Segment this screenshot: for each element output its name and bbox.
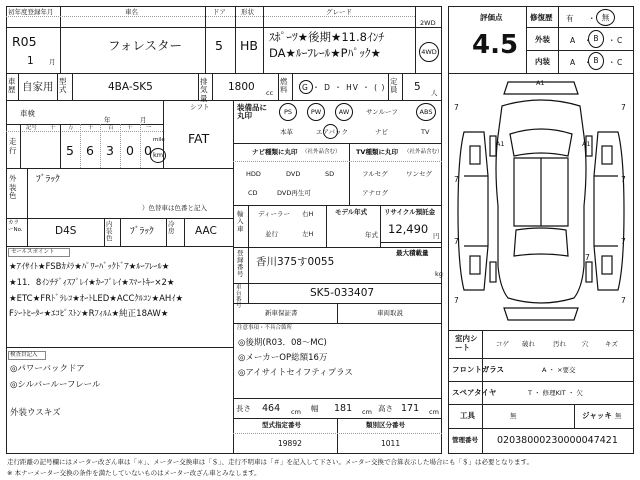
import-left-hand: 左H (302, 230, 314, 238)
repair-opt-dot: ・ (588, 14, 596, 23)
seat-stain: 汚れ (553, 340, 566, 348)
color-no-value: D4S (55, 225, 77, 237)
type-value: 4BA-SK5 (108, 81, 153, 93)
sales-points-label: セールスポイント (11, 249, 55, 255)
score-label: 評価点 (480, 13, 503, 22)
import-right-hand: 右H (302, 210, 314, 218)
notes-line-1: ◎後期(R03．08～MC) (238, 338, 327, 348)
interior-color-label: 内装色 (106, 220, 113, 243)
sales-line-3: ★ETC★FRﾄﾞﾗﾚｺ★ｵｰﾄLED★ACCｸﾙｺﾝ★AHｲ★ (9, 294, 184, 304)
ac-label: 冷房 (168, 220, 175, 236)
reg-era: R05 (12, 34, 37, 49)
management-number-value: 02038000230000047421 (497, 435, 618, 446)
equip-abs-circle: ABS (416, 103, 436, 121)
equip-navi: ナビ (375, 128, 388, 136)
equip-tv: TV (421, 128, 430, 136)
car-check-year-label: 年 (104, 116, 111, 124)
drive-2wd-label: 2WD (420, 19, 436, 27)
int-grade-dot2: ・ (608, 58, 616, 67)
tools-label: 工具 (460, 411, 475, 420)
repair-opt-yes: 有 (566, 14, 574, 23)
navi-sd: SD (325, 170, 335, 178)
chassis-label: 車台番号 (236, 285, 242, 310)
drive-4wd-circle: 4WD (419, 42, 439, 62)
damage-mark-7-5: 7 (454, 237, 459, 246)
navi-label: ナビ種類に丸印 (252, 148, 298, 156)
displacement-unit: cc (266, 89, 274, 97)
footer-note-1: 走行距離の記号欄にはメーター改ざん車は「＊」、メーター交換車は「＄」、走行不明車は「＃」を記入して下さい。メーター交換で合算表示した場合にも「＄」は必要となります。 (7, 458, 533, 466)
ext-grade-dot1: ・ (584, 36, 592, 45)
equip-pw-circle: PW (307, 103, 325, 121)
ac-value: AAC (195, 225, 217, 237)
car-name-label: 車名 (125, 8, 138, 16)
unit-km-circle: km (150, 148, 166, 163)
shift-value: FAT (188, 131, 210, 146)
navi-sub: （社外品含む） (302, 149, 341, 155)
shape-label: 形状 (241, 8, 254, 16)
height-unit: cm (429, 408, 439, 416)
footer-note-2: ※ 本ナーメーター交換の条件を満たしていないものはメーター改ざん車とみなします。 (7, 469, 261, 477)
mileage-digit-3: 3 (106, 143, 114, 158)
tv-label: TV種類に丸印 (356, 148, 398, 156)
tools-value: 無 (510, 412, 517, 420)
model-number-value: 19892 (278, 439, 302, 448)
height-value: 171 (401, 403, 420, 414)
recycle-unit: 円 (433, 232, 440, 240)
new-warranty: 新車保証書 (265, 309, 298, 317)
interior-color-value: ﾌﾞﾗｯｸ (130, 226, 154, 237)
car-check-label: 車検 (20, 109, 35, 118)
model-number-label: 型式指定番号 (262, 421, 301, 429)
car-name: フォレスター (108, 38, 183, 53)
unit-mile: mile (153, 137, 165, 143)
travel-label: 走行 (9, 137, 17, 155)
width-value: 181 (334, 403, 353, 414)
model-year-unit: 年式 (365, 231, 378, 239)
seat-scratch: キズ (605, 340, 618, 348)
ext-grade-b-circle: B (588, 30, 604, 48)
place-label-0: 十 (50, 125, 56, 131)
displacement-value: 1800 (228, 81, 255, 93)
score-value: 4.5 (472, 30, 519, 60)
usage-label: 車歴 (8, 77, 16, 95)
type-label: 型式 (59, 77, 67, 95)
grade-label: グレード (326, 8, 352, 16)
exterior-color: ﾌﾞﾗｯｸ (36, 174, 60, 185)
doors-label: ドア (213, 8, 226, 16)
damage-mark-7-3: 7 (454, 175, 459, 184)
front-glass-label: フロントガラス (452, 365, 505, 374)
spare-tire-value: T ・ 修理KIT ・ 欠 (528, 389, 583, 397)
damage-mark-7-9: 7 (585, 253, 590, 262)
navi-dvd-play: DVD再生可 (277, 189, 311, 197)
ext-grade-c: C (617, 36, 623, 45)
seat-burn: コゲ (496, 340, 509, 348)
navi-hdd: HDD (246, 170, 261, 178)
import-dealer: ディーラー (258, 210, 290, 218)
jack-value: 無 (615, 412, 622, 420)
damage-mark-7-8: 7 (621, 296, 626, 305)
repair-history-label: 修復歴 (530, 13, 553, 22)
max-load-label: 最大積載量 (396, 249, 429, 257)
fuel-label: 燃料 (280, 77, 288, 95)
damage-mark-a1-bumper: A1 (536, 79, 545, 87)
import-label: 輸入車 (237, 210, 244, 233)
int-grade-c: C (617, 58, 623, 67)
shape-value: HB (240, 38, 258, 53)
fuel-g-circle (299, 80, 313, 94)
exterior-note: ）色替車は色番と記入 (142, 204, 207, 212)
ext-grade-dot2: ・ (608, 36, 616, 45)
sales-line-4: Fｼｰﾄﾋｰﾀｰ★ｴｺﾋﾟｽﾄﾝ★Rﾌｨﾙﾑ★純正18AW★ (9, 309, 169, 319)
exterior-label: 外装色 (9, 174, 17, 201)
mileage-digit-5: 0 (144, 143, 152, 158)
equip-sunroof: サンルーフ (366, 108, 398, 116)
notes-label: 注意事項・不具合箇所 (237, 325, 293, 331)
damage-mark-a1-right: A1 (582, 140, 591, 148)
interior-seat-label: 室内シート (455, 334, 478, 352)
seat-hole: 穴 (582, 340, 589, 348)
seat-tear: 破れ (522, 340, 535, 348)
digits-label: 記号 (26, 125, 38, 131)
fuel-options: G ・ D ・ HV ・ ( ) (302, 83, 386, 92)
tv-oneseg: ワンセグ (406, 170, 432, 178)
notes-line-2: ◎メーカーOP総額16万 (238, 353, 328, 363)
inspector-label: 検査員記入 (10, 352, 38, 358)
grade-line-1: ｽﾎﾟｰﾂ★後期★11.8ｲﾝﾁ (269, 30, 385, 44)
place-label-5: 一 (146, 125, 152, 131)
navi-cd: CD (248, 189, 258, 197)
int-grade-dot1: ・ (584, 58, 592, 67)
damage-mark-7-6: 7 (621, 237, 626, 246)
class-number-label: 類別区分番号 (366, 421, 405, 429)
int-grade-b-circle: B (588, 52, 604, 70)
inspector-line-4: 外装ウスキズ (10, 408, 61, 418)
reg-date-label: 初年度登録年月 (8, 8, 54, 16)
repair-none-circle: 無 (596, 9, 615, 26)
shift-label: シフト (190, 103, 210, 111)
width-label: 幅 (311, 404, 319, 413)
car-damage-diagram (450, 76, 632, 326)
spare-tire-label: スペアタイヤ (452, 388, 497, 397)
damage-mark-7-4: 7 (621, 175, 626, 184)
notes-line-3: ◎アイサイトセイフティプラス (238, 368, 353, 378)
length-label: 長さ (236, 404, 251, 413)
length-value: 464 (262, 403, 281, 414)
registration-label: 登録番号 (237, 249, 244, 279)
recycle-value: 12,490 (388, 222, 429, 236)
tv-fullseg: フルセグ (362, 170, 388, 178)
inspector-line-1: ◎パワーバックドア (10, 364, 85, 374)
inspector-line-2: ◎シルバールーフレール (10, 380, 101, 390)
management-number-label: 管理番号 (452, 436, 478, 444)
model-year-label: モデル年式 (335, 208, 368, 216)
ext-grade-a: A (570, 36, 576, 45)
place-label-2: 千 (88, 125, 94, 131)
exterior-grade-label: 外装 (535, 35, 550, 44)
registration-value: 香川375す0055 (256, 256, 335, 268)
usage-value: 自家用 (22, 81, 54, 93)
sales-line-2: ★11．8ｲﾝﾁﾃﾞｨｽﾌﾟﾚｲ★ｶｰﾌﾟﾚｲ★ｽﾏｰﾄｷｰ×2★ (9, 278, 175, 288)
vehicle-manual: 車両取説 (377, 309, 403, 317)
equip-aw-circle: AW (335, 103, 353, 121)
capacity-unit: 人 (431, 89, 438, 97)
grade-line-2: DA★ﾙｰﾌﾚｰﾙ★Pﾊﾟｯｸ★ (269, 46, 381, 60)
mileage-digit-2: 6 (86, 143, 94, 158)
mileage-digit-1: 5 (66, 143, 74, 158)
reg-month: 1 (27, 55, 34, 67)
import-parallel: 並行 (265, 230, 278, 238)
place-label-3: 百 (108, 125, 114, 131)
equipment-label: 装備品に丸印 (237, 103, 267, 121)
place-label-4: 十 (127, 125, 133, 131)
width-unit: cm (362, 408, 372, 416)
tv-sub: （社外品含む） (404, 149, 443, 155)
height-label: 高さ (378, 404, 393, 413)
max-load-unit: kg (435, 270, 443, 278)
front-glass-value: A ・ ×要交 (542, 366, 576, 374)
displacement-label: 排気量 (200, 77, 208, 103)
sales-line-1: ★ｱｲｻｲﾄ★FSBｶﾒﾗ★ﾊﾟﾜｰﾊﾞｯｸﾄﾞｱ★ﾙｰﾌﾚｰﾙ★ (9, 262, 170, 272)
damage-mark-a1-left: A1 (496, 140, 505, 148)
equip-ps-circle: PS (279, 103, 297, 121)
mileage-digit-4: 0 (126, 143, 134, 158)
recycle-label: リサイクル預託金 (384, 208, 436, 216)
tv-analog: アナログ (362, 189, 388, 197)
equip-leather: 本革 (280, 128, 293, 136)
class-number-value: 1011 (381, 439, 401, 448)
interior-grade-label: 内装 (535, 57, 550, 66)
length-unit: cm (291, 408, 301, 416)
reg-month-unit: 月 (49, 58, 56, 66)
jack-label: ジャッキ (582, 411, 612, 420)
doors-value: 5 (215, 38, 223, 53)
capacity-value: 5 (414, 81, 421, 93)
equip-airbag: エアバック (316, 128, 348, 136)
capacity-label: 定員 (390, 77, 398, 95)
chassis-value: SK5-033407 (310, 287, 375, 299)
int-grade-a: A (570, 58, 576, 67)
damage-mark-7-2: 7 (621, 103, 626, 112)
damage-mark-7-1: 7 (454, 103, 459, 112)
color-no-label: カラーNo. (8, 220, 23, 233)
place-label-1: 万 (68, 125, 74, 131)
car-check-month-label: 月 (140, 116, 147, 124)
navi-dvd: DVD (286, 170, 301, 178)
damage-mark-7-7: 7 (454, 296, 459, 305)
